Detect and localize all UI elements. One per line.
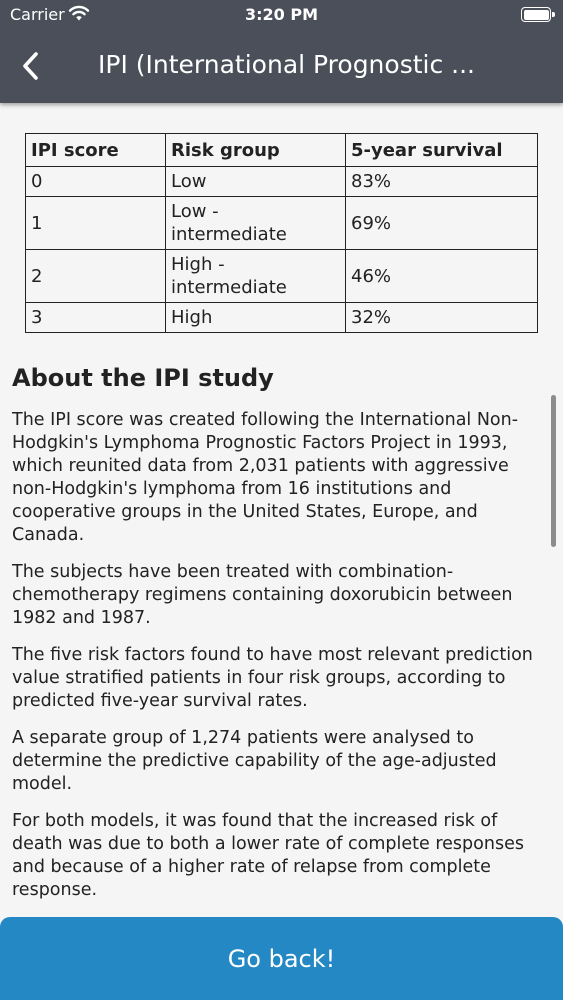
paragraph: The subjects have been treated with combination-chemotherapy regimens containing doxorubicin between 1982 and 1987. bbox=[12, 562, 513, 628]
status-time: 3:20 PM bbox=[244, 5, 318, 24]
table-row bbox=[26, 197, 538, 250]
table-cell: Low - intermediate bbox=[166, 197, 346, 250]
table-cell: 46% bbox=[346, 250, 538, 303]
table-row bbox=[26, 250, 538, 303]
battery-level bbox=[524, 10, 549, 20]
battery-icon bbox=[521, 7, 551, 22]
table-cell: 1 bbox=[26, 197, 166, 250]
table-cell: 3 bbox=[26, 303, 166, 333]
paragraph: For both models, it was found that the increased risk of death was due to both a lower rate of complete responses and because of a higher rate of relapse from complete response. bbox=[12, 811, 524, 900]
page-title: IPI (International Prognostic ... bbox=[98, 50, 476, 79]
about-section bbox=[12, 363, 540, 916]
table-cell: Low bbox=[166, 167, 346, 197]
status-bar bbox=[0, 0, 563, 30]
paragraph: The IPI score was created following the International Non-Hodgkin's Lymphoma Prognostic Factors Project in 1993, which reunited data from 2,031 patients with aggressive non-Hodgkin's lymphoma from 16 institutions and cooperative groups in the United States, Europe, and Canada. bbox=[12, 410, 519, 545]
scroll-content[interactable] bbox=[0, 103, 563, 917]
chevron-left-icon bbox=[21, 51, 41, 81]
table-cell: 83% bbox=[346, 167, 538, 197]
carrier-label: Carrier bbox=[10, 5, 65, 24]
column-header-risk-group: Risk group bbox=[166, 134, 346, 167]
scrollbar[interactable] bbox=[551, 395, 556, 547]
table-cell: High - intermediate bbox=[166, 250, 346, 303]
table-cell: High bbox=[166, 303, 346, 333]
column-header-ipi-score: IPI score bbox=[26, 134, 166, 167]
table-row bbox=[26, 303, 538, 333]
table-cell: 69% bbox=[346, 197, 538, 250]
table-header-row bbox=[26, 134, 538, 167]
table-cell: 32% bbox=[346, 303, 538, 333]
section-heading: About the IPI study bbox=[12, 364, 274, 392]
table-cell: 2 bbox=[26, 250, 166, 303]
paragraph: The five risk factors found to have most relevant prediction value stratified patients in four risk groups, according to predicted five-year survival rates. bbox=[12, 645, 533, 711]
app-header bbox=[0, 0, 563, 103]
back-button[interactable] bbox=[14, 48, 48, 84]
table-cell: 0 bbox=[26, 167, 166, 197]
column-header-survival: 5-year survival bbox=[346, 134, 538, 167]
go-back-button[interactable]: Go back! bbox=[0, 917, 563, 1000]
table-row bbox=[26, 167, 538, 197]
paragraph: A separate group of 1,274 patients were analysed to determine the predictive capability of the age-adjusted model. bbox=[12, 728, 497, 794]
risk-group-table bbox=[25, 133, 538, 333]
